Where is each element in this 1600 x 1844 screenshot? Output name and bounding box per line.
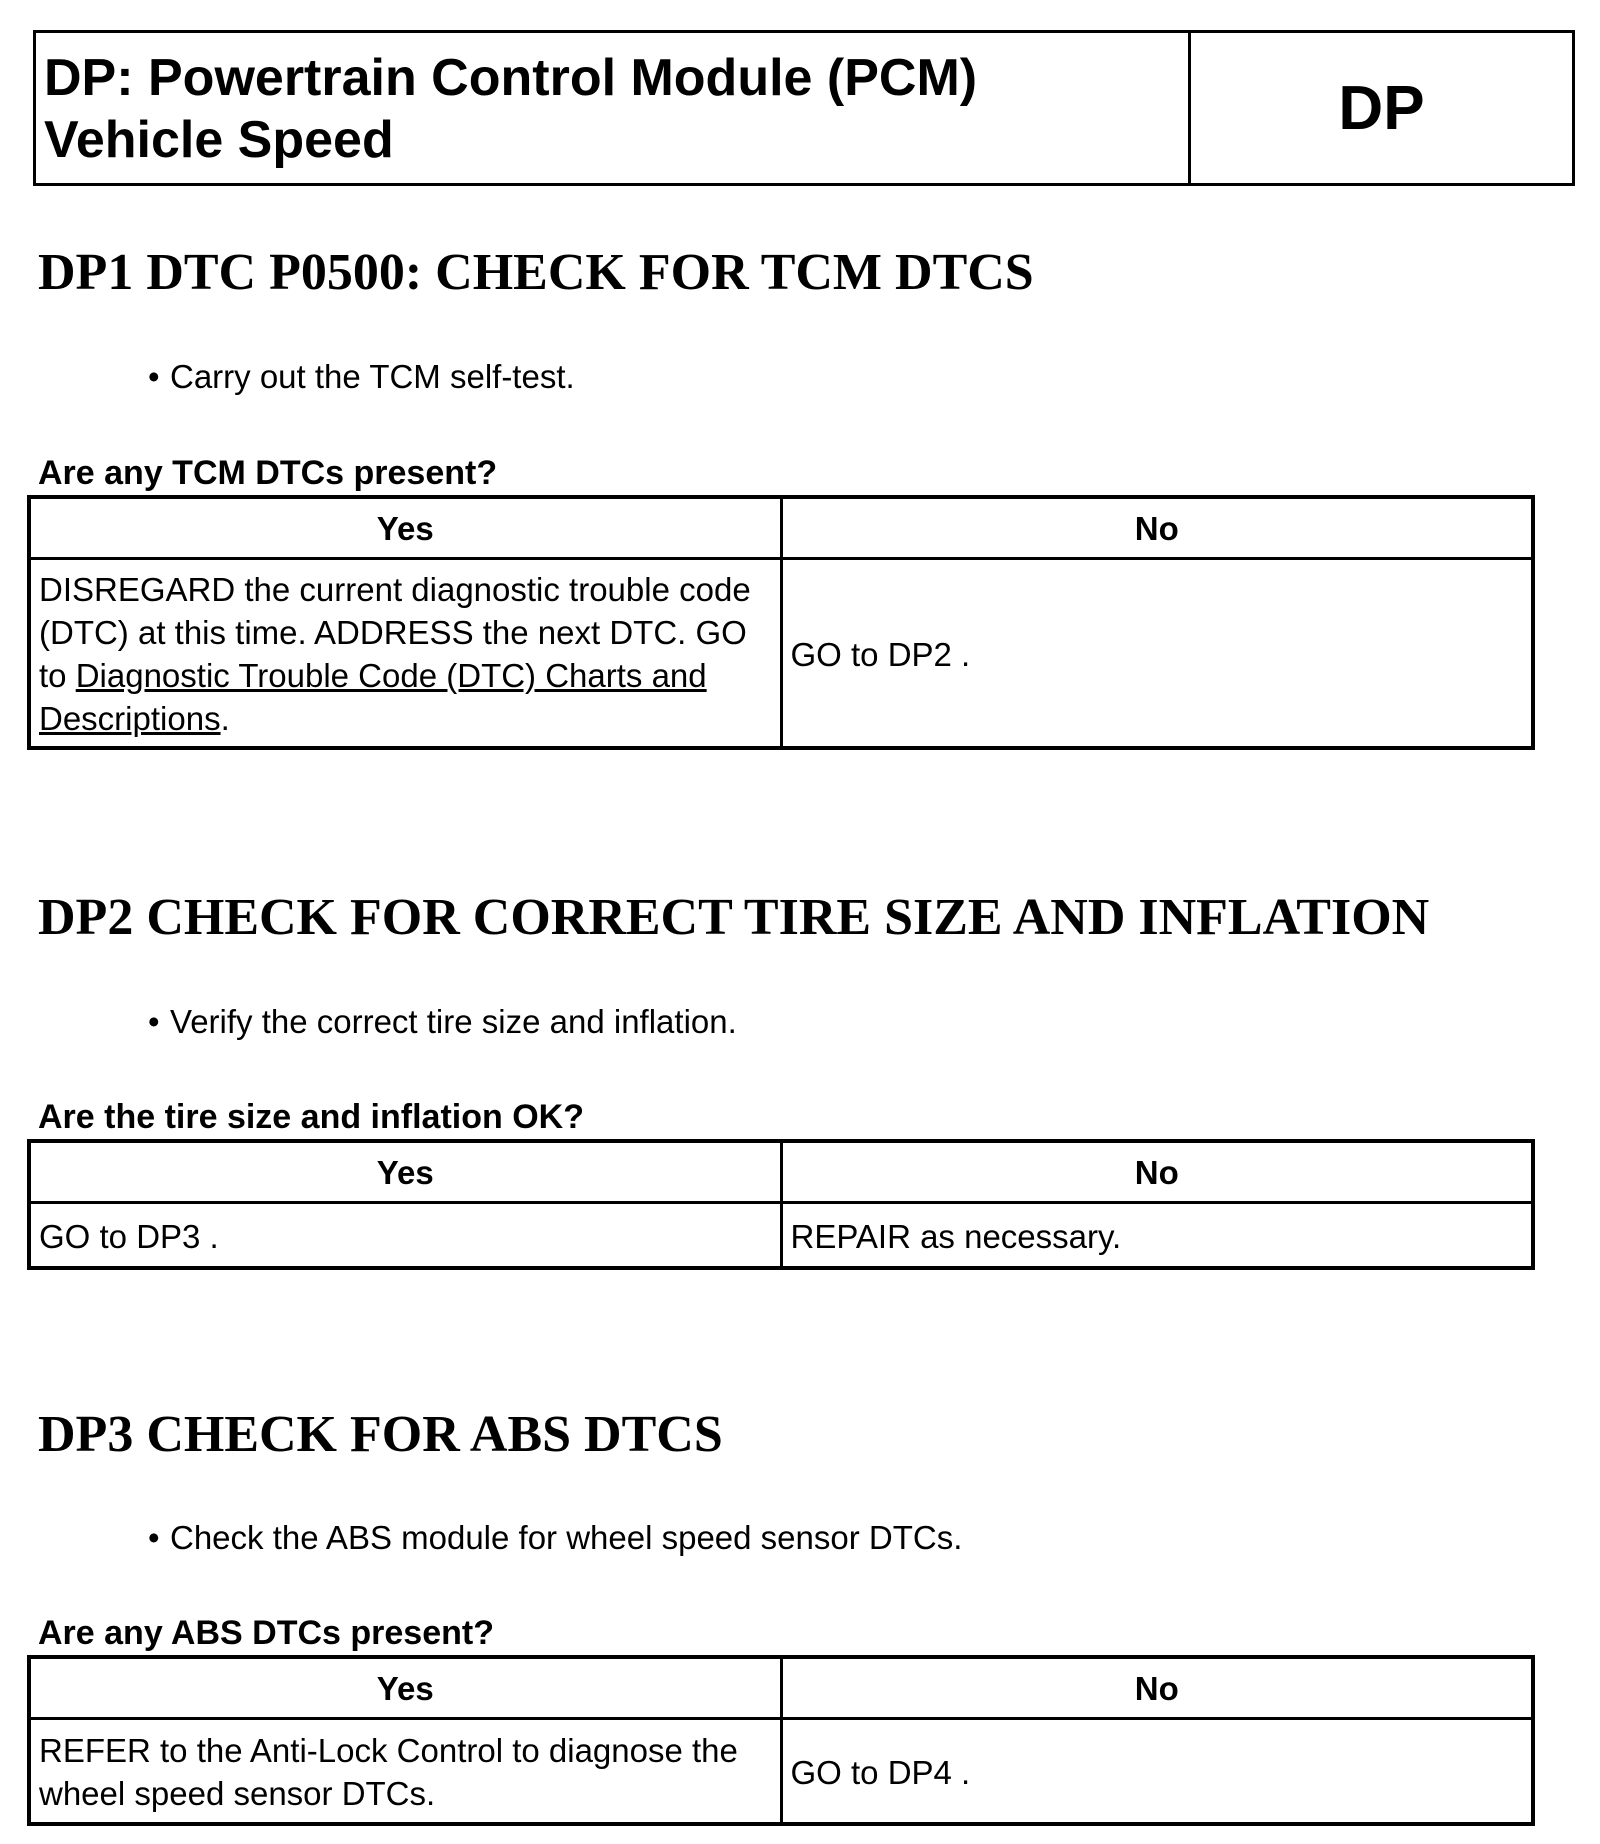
step-instruction-dp3 xyxy=(148,1518,962,1558)
table-header-row xyxy=(29,1141,1533,1203)
yes-cell: GO to DP3 . xyxy=(29,1203,781,1269)
header-box xyxy=(33,30,1575,186)
instruction-text: Check the ABS module for wheel speed sensor DTCs. xyxy=(170,1519,963,1556)
no-column-header: No xyxy=(781,1141,1533,1203)
table-header-row xyxy=(29,497,1533,559)
no-column-header: No xyxy=(781,497,1533,559)
step-question-dp2: Are the tire size and inflation OK? xyxy=(38,1098,584,1136)
table-row xyxy=(29,559,1533,749)
step-instruction-dp2 xyxy=(148,1002,737,1042)
no-cell: GO to DP2 . xyxy=(781,559,1533,749)
bullet-icon: • xyxy=(148,1519,160,1556)
yes-cell-text: DISREGARD the current diagnostic trouble code (DTC) at this time. ADDRESS the next DTC. GO to xyxy=(39,571,751,694)
table-row xyxy=(29,1719,1533,1825)
step-instruction-dp1 xyxy=(148,357,575,397)
step-question-dp1: Are any TCM DTCs present? xyxy=(38,454,498,492)
instruction-text: Carry out the TCM self-test. xyxy=(170,358,575,395)
no-cell: REPAIR as necessary. xyxy=(781,1203,1533,1269)
page-title-line-2: Vehicle Speed xyxy=(44,111,394,169)
bullet-icon: • xyxy=(148,1003,160,1040)
yes-cell xyxy=(29,559,781,749)
instruction-text: Verify the correct tire size and inflation. xyxy=(170,1003,737,1040)
table-row xyxy=(29,1203,1533,1269)
step-question-dp3: Are any ABS DTCs present? xyxy=(38,1614,494,1652)
yes-no-table-dp2 xyxy=(27,1139,1535,1270)
yes-cell: REFER to the Anti-Lock Control to diagnose the wheel speed sensor DTCs. xyxy=(29,1719,781,1825)
yes-no-table-dp3 xyxy=(27,1655,1535,1826)
no-column-header: No xyxy=(781,1657,1533,1719)
yes-column-header: Yes xyxy=(29,1657,781,1719)
page-title-line-1: DP: Powertrain Control Module (PCM) xyxy=(44,49,978,107)
yes-column-header: Yes xyxy=(29,497,781,559)
step-heading-dp1: DP1 DTC P0500: CHECK FOR TCM DTCS xyxy=(38,244,1034,301)
section-code: DP xyxy=(1338,73,1425,143)
yes-column-header: Yes xyxy=(29,1141,781,1203)
dtc-charts-link[interactable]: Diagnostic Trouble Code (DTC) Charts and Descriptions xyxy=(39,657,707,737)
yes-cell-suffix: . xyxy=(220,700,230,737)
page-title xyxy=(36,33,1191,183)
table-header-row xyxy=(29,1657,1533,1719)
bullet-icon: • xyxy=(148,358,160,395)
no-cell: GO to DP4 . xyxy=(781,1719,1533,1825)
step-heading-dp2: DP2 CHECK FOR CORRECT TIRE SIZE AND INFLATION xyxy=(38,889,1430,946)
step-heading-dp3: DP3 CHECK FOR ABS DTCS xyxy=(38,1406,723,1463)
yes-no-table-dp1 xyxy=(27,495,1535,750)
